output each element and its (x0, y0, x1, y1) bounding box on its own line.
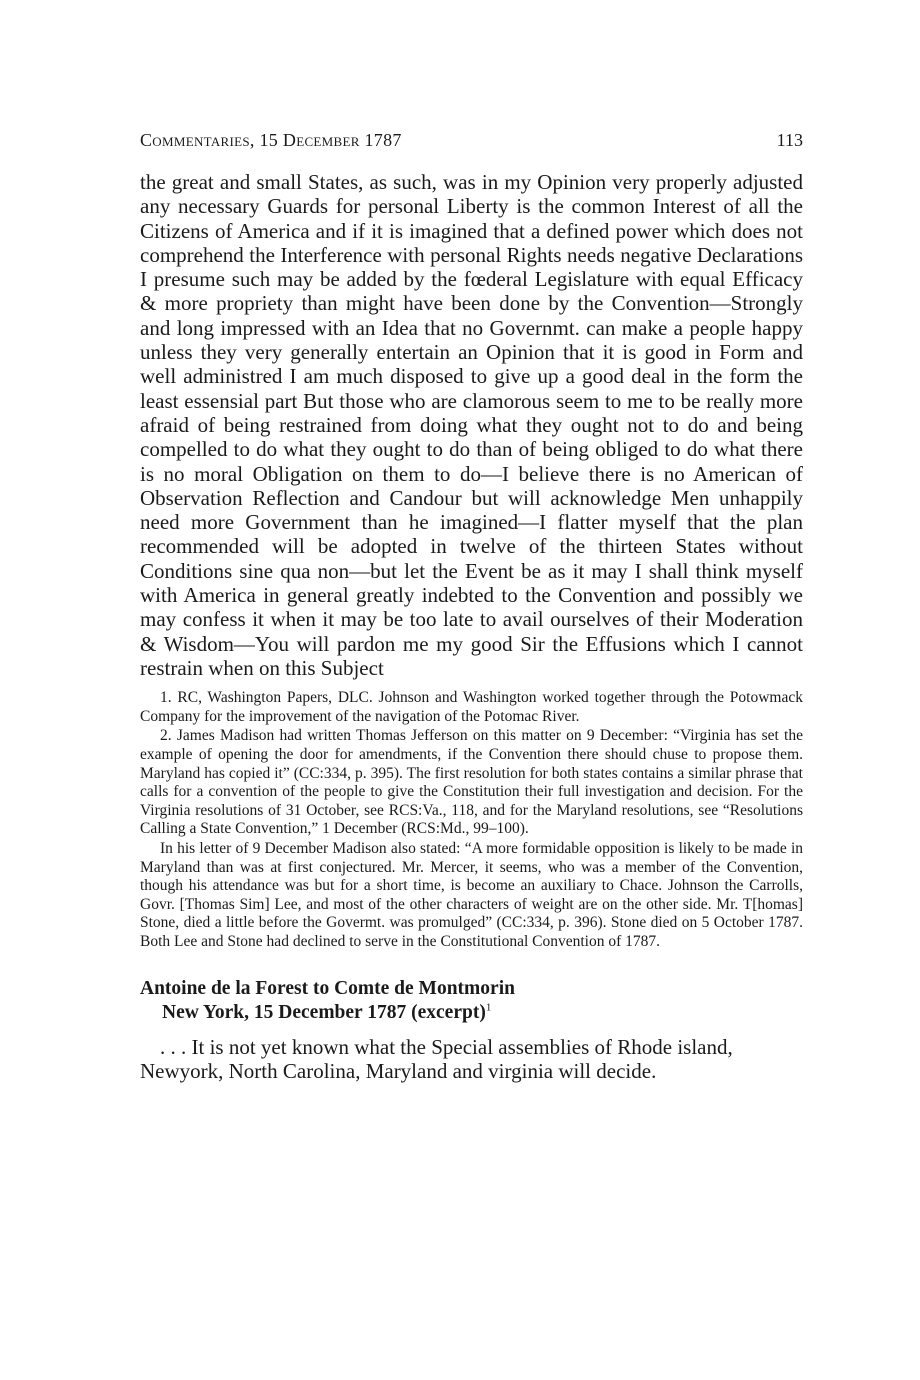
document-heading (140, 977, 803, 1025)
document-heading-dateline (140, 1001, 803, 1025)
letter-body-text: the great and small States, as such, was in my Opinion very properly adjusted any necessary Guards for personal Liberty is the common Interest of all the Citizens of America and if it is imagined that a defined power which does not comprehend the Interference with personal Rights needs negative Declarations I presume such may be added by the fœderal Legislature with equal Efficacy & more propriety than might have been done by the Convention—Strongly and long impressed with an Idea that no Governmt. can make a people happy unless they very generally entertain an Opinion that it is good in Form and well administred I am much disposed to give up a good deal in the form the least essensial part But those who are clamorous seem to me to be really more afraid of being restrained from doing what they ought not to do and being compelled to do what they ought to do than of being obliged to do what there is no moral Obligation on them to do—I believe there is no American of Observation Reflection and Candour but will acknowledge Men unhappily need more Government than he imagined—I flatter myself that the plan recommended will be adopted in twelve of the thirteen States without Conditions sine qua non—but let the Event be as it may I shall think myself with America in general greatly indebted to the Convention and possibly we may confess it when it may be too late to avail ourselves of their Moderation & Wisdom—You will pardon me my good Sir the Effusions which I cannot restrain when on this Subject (140, 170, 803, 680)
footnotes (140, 689, 803, 951)
excerpt-text: . . . It is not yet known what the Special assemblies of Rhode island, Newyork, North Carolina, Maryland and virginia will decide. (140, 1034, 733, 1083)
running-title: Commentaries, 15 December 1787 (140, 130, 402, 150)
document-heading-place-date: New York, 15 December 1787 (excerpt) (162, 1001, 486, 1023)
footnote-marker: 1 (485, 1001, 492, 1014)
document-heading-title: Antoine de la Forest to Comte de Montmorin (140, 977, 515, 999)
book-page (140, 128, 803, 1104)
running-head (140, 128, 803, 152)
footnote-2-continued: In his letter of 9 December Madison also stated: “A more formidable opposition is likely to be made in Maryland than was at first conjectured. Mr. Mercer, it seems, who was a member of the Convention, though his attendance was but for a short time, is become an auxiliary to Chace. Johnson the Carrolls, Govr. [Thomas Sim] Lee, and most of the other characters of weight are on the other side. Mr. T[homas] Stone, died a little before the Govermt. was promulged” (CC:334, p. 396). Stone died on 5 October 1787. Both Lee and Stone had declined to serve in the Constitutional Convention of 1787. (140, 839, 803, 950)
footnote-2: 2. James Madison had written Thomas Jefferson on this matter on 9 December: “Virginia has set the example of opening the door for amendments, if the Convention there should chuse to propose them. Maryland has copied it” (CC:334, p. 395). The first resolution for both states contains a similar phrase that calls for a convention of the people to give the Constitution their full investigation and decision. For the Virginia resolutions of 31 October, see RCS:Va., 118, and for the Maryland resolutions, see “Resolutions Calling a State Convention,” 1 December (RCS:Md., 99–100). (140, 727, 803, 838)
page-number: 113 (776, 130, 803, 150)
footnote-1: 1. RC, Washington Papers, DLC. Johnson and Washington worked together through the Potowmack Company for the improvement of the navigation of the Potomac River. (140, 689, 803, 725)
